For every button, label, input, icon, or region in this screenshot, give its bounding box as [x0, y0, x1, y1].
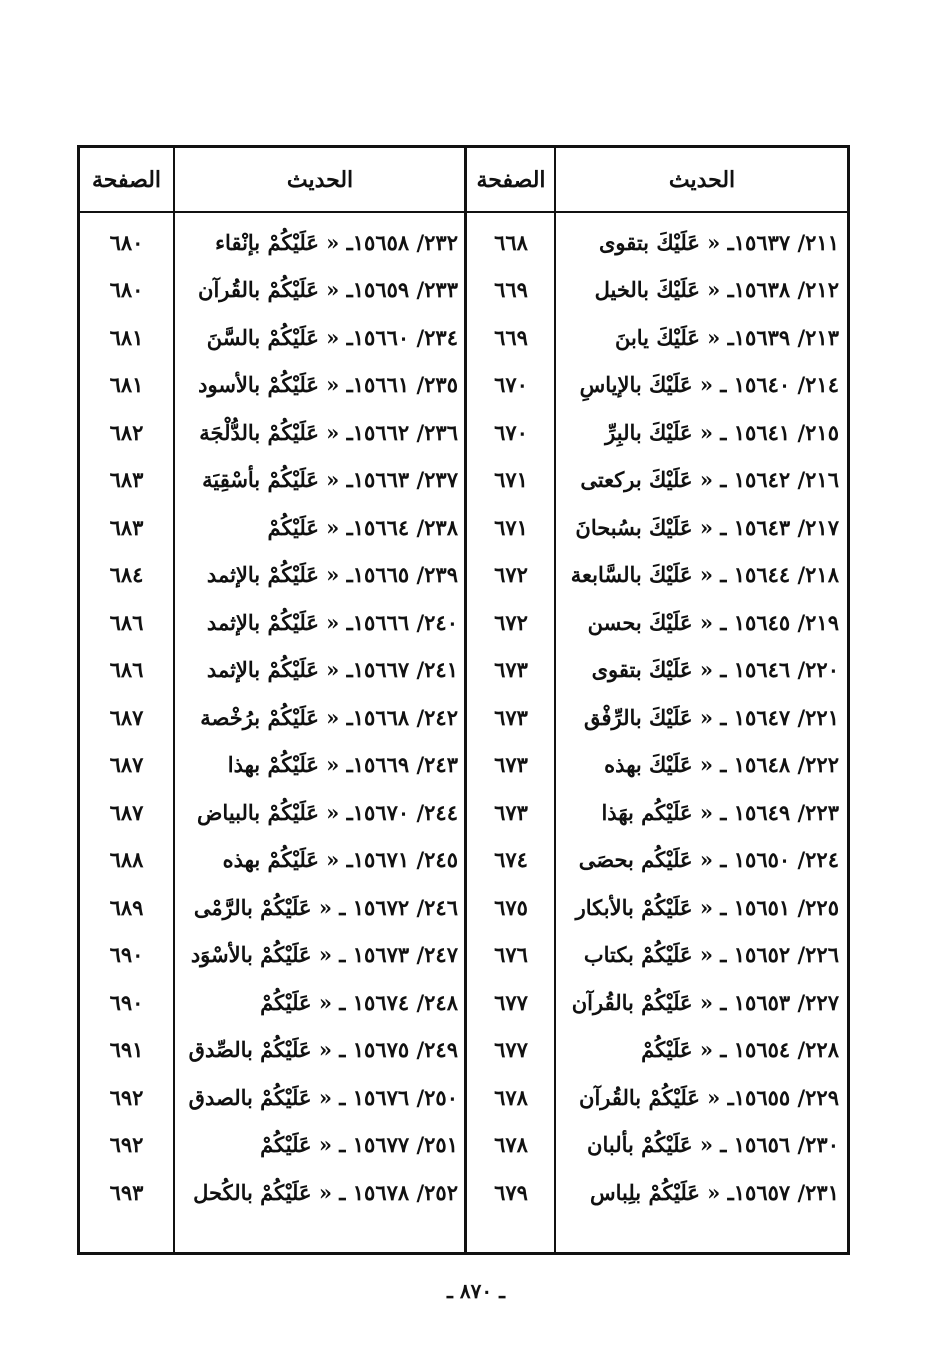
table-row — [80, 412, 847, 460]
index-table — [77, 145, 850, 1255]
left-page-number: ٦٨٩ — [109, 894, 144, 920]
table-row — [80, 507, 847, 555]
left-page-number: ٦٨٤ — [109, 562, 144, 587]
right-page-number: ٦٧٣ — [494, 799, 528, 825]
left-page-number: ٦٨١ — [109, 324, 144, 350]
left-hadith-entry: ٢٣٧/ ١٥٦٦٣ـ « عَلَيْكُمْ بأسْقِيَة — [202, 467, 458, 492]
right-hadith-entry: ٢١٥/ ١٥٦٤١ ـ « عَلَيْكَ بالبِرِّ — [605, 419, 839, 445]
header-divider — [80, 211, 847, 213]
table-row — [80, 840, 847, 888]
table-row — [80, 935, 847, 983]
left-page-number: ٦٨٨ — [109, 847, 144, 872]
right-hadith-entry: ٢١١/ ١٥٦٣٧ـ « عَلَيْكَ بتقوى — [598, 229, 839, 255]
left-page-number: ٦٩٠ — [109, 989, 144, 1015]
table-row — [80, 222, 847, 270]
table-row — [80, 745, 847, 793]
right-hadith-entry: ٢٢٢/ ١٥٦٤٨ ـ « عَلَيْكَ بهذه — [604, 752, 839, 777]
right-hadith-entry: ٢٢٨/ ١٥٦٥٤ ـ « عَلَيْكُمْ — [641, 1037, 839, 1062]
left-page-number: ٦٨٣ — [109, 467, 144, 492]
left-page-number: ٦٨٦ — [109, 657, 144, 682]
table-row — [80, 650, 847, 698]
right-page-number: ٦٧٧ — [494, 1037, 528, 1062]
left-page-number: ٦٨٢ — [109, 419, 144, 445]
right-hadith-entry: ٢١٤/ ١٥٦٤٠ ـ « عَلَيْكَ بالإياسِ — [579, 372, 839, 397]
left-hadith-entry: ٢٤٠/ ١٥٦٦٦ـ « عَلَيْكُمْ بالإثمد — [206, 609, 458, 635]
right-page-number: ٦٧١ — [494, 514, 528, 540]
left-page-number: ٦٩١ — [109, 1037, 144, 1062]
left-page-number: ٦٩٣ — [109, 1179, 144, 1205]
left-hadith-entry: ٢٤٤/ ١٥٦٧٠ـ « عَلَيْكُمْ بالبياض — [197, 799, 458, 825]
left-hadith-entry: ٢٤٢/ ١٥٦٦٨ـ « عَلَيْكُمْ برُخْصة — [200, 704, 458, 730]
left-hadith-entry: ٢٤٥/ ١٥٦٧١ـ « عَلَيْكُمْ بهذه — [222, 847, 458, 872]
table-row — [80, 1125, 847, 1173]
table-row — [80, 697, 847, 745]
left-page-number: ٦٨٦ — [109, 609, 144, 635]
right-hadith-entry: ٢٢٧/ ١٥٦٥٣ ـ « عَلَيْكُمْ بالقُرآن — [571, 989, 839, 1015]
right-page-number: ٦٧٥ — [494, 894, 528, 920]
right-page-number: ٦٦٨ — [494, 229, 528, 255]
right-page-number: ٦٧٠ — [494, 419, 528, 445]
table-row — [80, 887, 847, 935]
right-page-number: ٦٧٧ — [494, 989, 528, 1015]
right-page-number: ٦٧٨ — [494, 1132, 528, 1157]
left-page-number: ٦٩٢ — [109, 1132, 144, 1157]
table-row — [80, 460, 847, 508]
left-hadith-entry: ٢٤٣/ ١٥٦٦٩ـ « عَلَيْكُمْ بهذا — [227, 752, 458, 777]
right-page-number: ٦٧٤ — [494, 847, 528, 872]
left-hadith-entry: ٢٣٦/ ١٥٦٦٢ـ « عَلَيْكُمْ بالدُّلْجَة — [199, 419, 458, 445]
right-hadith-entry: ٢١٧/ ١٥٦٤٣ ـ « عَلَيْكَ بسُبحانَ — [575, 514, 839, 540]
right-hadith-entry: ٢١٨/ ١٥٦٤٤ ـ « عَلَيْكَ بالسَّابعة — [570, 562, 839, 587]
right-page-number: ٦٦٩ — [494, 324, 528, 350]
left-page-number: ٦٩٠ — [109, 942, 144, 967]
right-hadith-entry: ٢٢٥/ ١٥٦٥١ ـ « عَلَيْكُمْ بالأبكار — [575, 894, 839, 920]
right-hadith-entry: ٢١٦/ ١٥٦٤٢ ـ « عَلَيْكَ بركعتى — [580, 467, 839, 492]
right-hadith-entry: ٢٣٠/ ١٥٦٥٦ ـ « عَلَيْكُمْ بألبان — [587, 1132, 839, 1157]
table-row — [80, 365, 847, 413]
right-hadith-entry: ٢١٣/ ١٥٦٣٩ـ « عَلَيْكَ يابنَ — [614, 324, 839, 350]
right-hadith-entry: ٢١٩/ ١٥٦٤٥ ـ « عَلَيْكَ بحسن — [587, 609, 839, 635]
table-row — [80, 792, 847, 840]
table-row — [80, 1077, 847, 1125]
left-hadith-entry: ٢٥٢/ ١٥٦٧٨ ـ « عَلَيْكُمْ بالكُحل — [193, 1179, 458, 1205]
left-page-number: ٦٨٧ — [109, 704, 144, 730]
table-row — [80, 317, 847, 365]
left-page-number: ٦٨٧ — [109, 799, 144, 825]
left-hadith-entry: ٢٤٩/ ١٥٦٧٥ ـ « عَلَيْكُمْ بالصِّدق — [188, 1037, 458, 1062]
right-hadith-entry: ٢٢١/ ١٥٦٤٧ ـ « عَلَيْكَ بالرِّفْق — [583, 704, 839, 730]
left-page-number: ٦٩٢ — [109, 1084, 144, 1110]
page-number: ـ ٨٧٠ ـ — [447, 1279, 505, 1303]
right-hadith-entry: ٢٢٦/ ١٥٦٥٢ ـ « عَلَيْكُمْ بكتاب — [583, 942, 839, 967]
left-page-number: ٦٨١ — [109, 372, 144, 397]
left-hadith-entry: ٢٣٣/ ١٥٦٥٩ـ « عَلَيْكُمْ بالقُرآن — [198, 277, 458, 302]
left-hadith-entry: ٢٥٠/ ١٥٦٧٦ ـ « عَلَيْكُمْ بالصدق — [188, 1084, 458, 1110]
left-hadith-entry: ٢٤٧/ ١٥٦٧٣ ـ « عَلَيْكُمْ بالأسْوَد — [190, 942, 458, 967]
right-hadith-entry: ٢٢٤/ ١٥٦٥٠ ـ « عَلَيْكُم بحصَى — [578, 847, 839, 872]
right-page-number: ٦٧٣ — [494, 704, 528, 730]
header-left-hadith: الحديث — [286, 166, 354, 193]
table-row — [80, 1030, 847, 1078]
right-page-number: ٦٧٨ — [494, 1084, 528, 1110]
left-hadith-entry: ٢٣٤/ ١٥٦٦٠ـ « عَلَيْكُمْ بالسَّنَ — [206, 324, 458, 350]
left-hadith-entry: ٢٥١/ ١٥٦٧٧ ـ « عَلَيْكُمْ — [260, 1132, 458, 1157]
table-row — [80, 982, 847, 1030]
table-row — [80, 555, 847, 603]
right-page-number: ٦٧٢ — [494, 562, 528, 587]
right-page-number: ٦٧٢ — [494, 609, 528, 635]
right-hadith-entry: ٢٢٩/ ١٥٦٥٥ـ « عَلَيْكُمْ بالقُرآن — [579, 1084, 839, 1110]
left-page-number: ٦٨٠ — [109, 229, 144, 255]
right-page-number: ٦٧٠ — [494, 372, 528, 397]
left-hadith-entry: ٢٣٩/ ١٥٦٦٥ـ « عَلَيْكُمْ بالإثمد — [206, 562, 458, 587]
right-page-number: ٦٧٣ — [494, 752, 528, 777]
right-hadith-entry: ٢١٢/ ١٥٦٣٨ـ « عَلَيْكَ بالخيل — [594, 277, 839, 302]
left-page-number: ٦٨٣ — [109, 514, 144, 540]
right-page-number: ٦٧٩ — [494, 1179, 528, 1205]
right-hadith-entry: ٢٣١/ ١٥٦٥٧ـ « عَلَيْكُمْ بلِباس — [589, 1179, 839, 1205]
left-hadith-entry: ٢٣٢/ ١٥٦٥٨ـ « عَلَيْكُمْ بإنْقاء — [215, 229, 458, 255]
right-page-number: ٦٧٦ — [494, 942, 528, 967]
right-page-number: ٦٦٩ — [494, 277, 528, 302]
left-page-number: ٦٨٠ — [109, 277, 144, 302]
header-right-page: الصفحة — [476, 166, 546, 193]
right-page-number: ٦٧١ — [494, 467, 528, 492]
right-page-number: ٦٧٣ — [494, 657, 528, 682]
left-page-number: ٦٨٧ — [109, 752, 144, 777]
left-hadith-entry: ٢٤٨/ ١٥٦٧٤ ـ « عَلَيْكُمْ — [260, 989, 458, 1015]
table-row — [80, 270, 847, 318]
header-left-page: الصفحة — [91, 166, 162, 193]
right-hadith-entry: ٢٢٣/ ١٥٦٤٩ ـ « عَلَيْكُم بهَذا — [601, 799, 839, 825]
left-hadith-entry: ٢٣٥/ ١٥٦٦١ـ « عَلَيْكُمْ بالأسود — [198, 372, 458, 397]
table-row — [80, 602, 847, 650]
right-hadith-entry: ٢٢٠/ ١٥٦٤٦ ـ « عَلَيْكَ بتقوى — [591, 657, 839, 682]
left-hadith-entry: ٢٤٦/ ١٥٦٧٢ ـ « عَلَيْكُمْ بالرَّمْى — [193, 894, 458, 920]
table-row — [80, 1172, 847, 1220]
left-hadith-entry: ٢٣٨/ ١٥٦٦٤ـ « عَلَيْكُمْ — [267, 514, 458, 540]
left-hadith-entry: ٢٤١/ ١٥٦٦٧ـ « عَلَيْكُمْ بالإثمد — [206, 657, 458, 682]
header-right-hadith: الحديث — [668, 166, 736, 193]
